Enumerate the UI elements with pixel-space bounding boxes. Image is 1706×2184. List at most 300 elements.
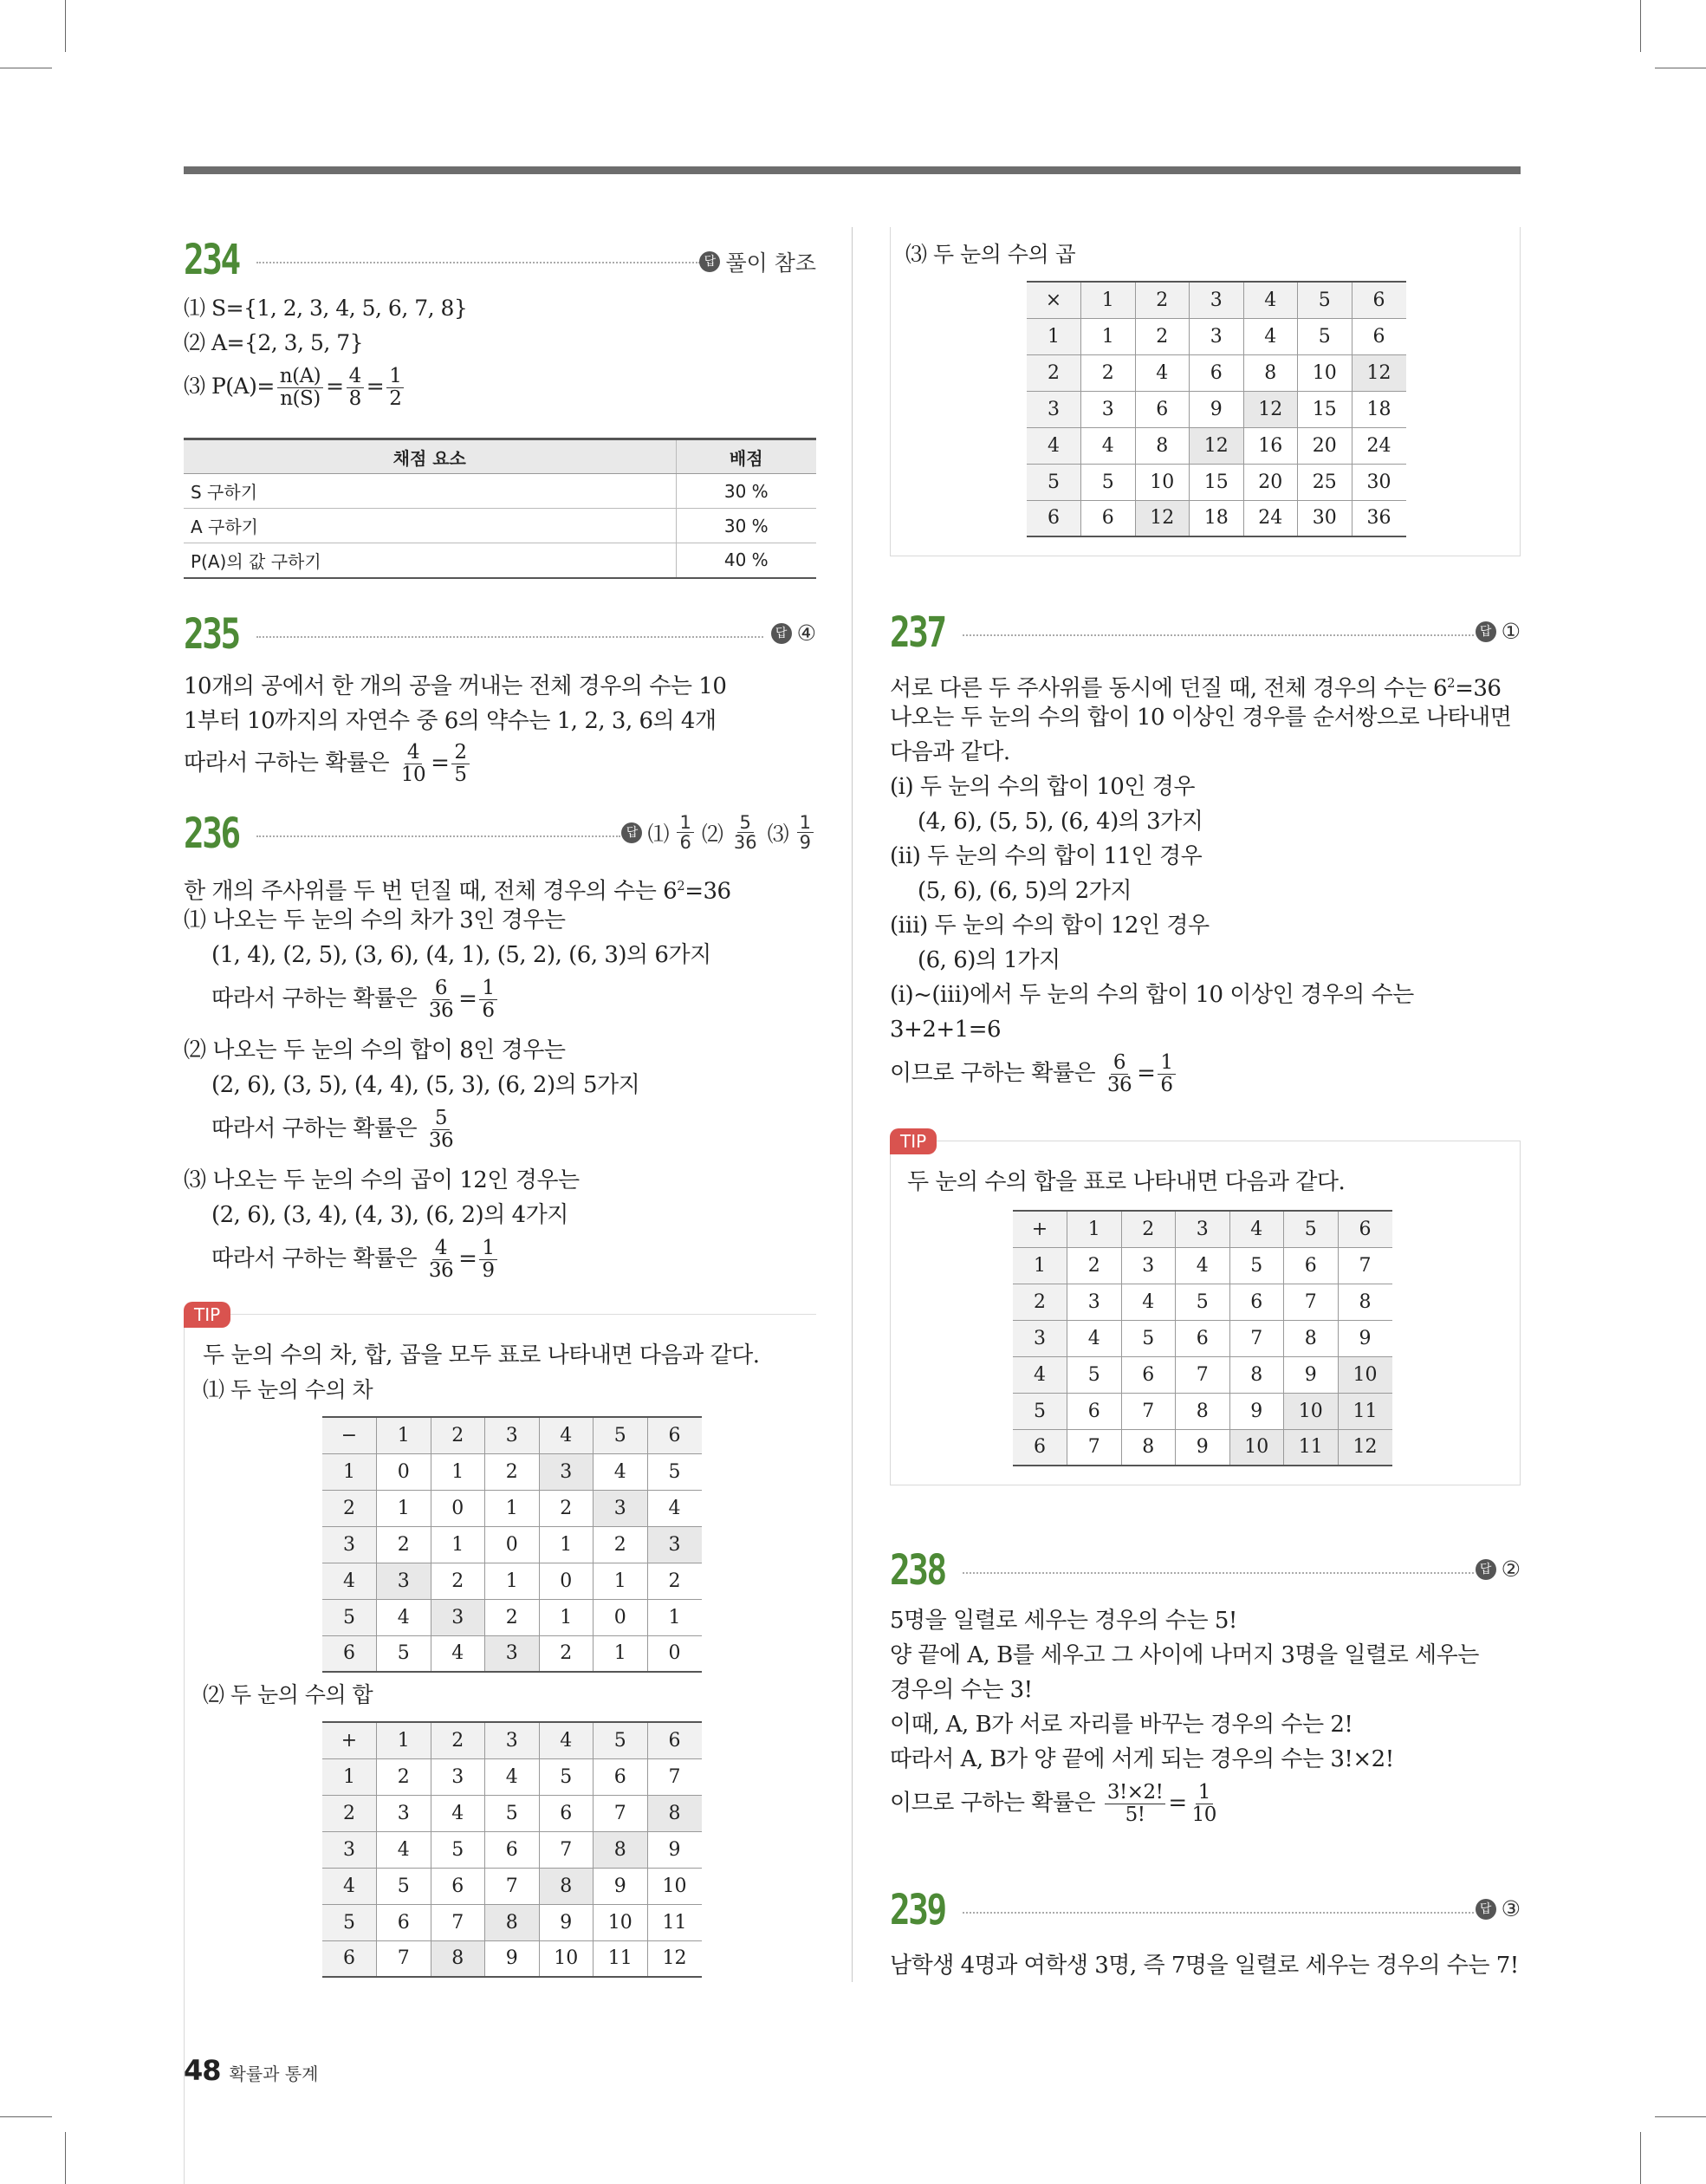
table-cell: 2 (1135, 318, 1190, 354)
table-cell: 9 (539, 1904, 594, 1940)
dotted-leader (963, 634, 1474, 636)
table-cell: 7 (1284, 1284, 1339, 1320)
sum-table (1013, 1210, 1392, 1466)
table-cell: 8 (1229, 1356, 1284, 1393)
solution-line: 따라서 구하는 확률은 $\frac{5}{36}$ (211, 1107, 454, 1152)
solution-line: 이므로 구하는 확률은 $\frac{6}{36}$ = $\frac{1}{6}$ (890, 1052, 1178, 1096)
table-cell: 1 (322, 1453, 377, 1490)
table-cell: 2 (431, 1722, 485, 1758)
problem-237-header (890, 608, 1521, 660)
table-cell: 3 (1121, 1247, 1176, 1284)
table-cell: 9 (1229, 1393, 1284, 1429)
solution-line: ⑶ P(A)= $\frac{n(A)}{n(S)}$ = $\frac{4}{8}$ = $\frac{1}{2}$ (184, 366, 406, 410)
table-cell: 3 (322, 1831, 377, 1868)
table-cell: 10 (1338, 1356, 1392, 1393)
table-row (1027, 282, 1406, 318)
table-cell: 2 (377, 1526, 431, 1563)
table-cell: 11 (647, 1904, 702, 1940)
table-cell: 5 (1284, 1211, 1339, 1247)
table-cell: 6 (377, 1904, 431, 1940)
table-cell: 7 (1338, 1247, 1392, 1284)
table-cell: 3 (1176, 1211, 1230, 1247)
table-cell: 4 (1013, 1356, 1067, 1393)
table-row (1013, 1429, 1392, 1466)
solution-line: (ⅰ)~(ⅲ)에서 두 눈의 수의 합이 10 이상인 경우의 수는 (890, 982, 1414, 1008)
problem-238-header (890, 1546, 1521, 1598)
table-cell: 1 (1067, 1211, 1122, 1247)
solution-line: (1, 4), (2, 5), (3, 6), (4, 1), (5, 2), (6, 3)의 6가지 (211, 942, 711, 968)
table-cell: 3 (431, 1758, 485, 1795)
table-cell: 4 (1176, 1247, 1230, 1284)
table-cell: 9 (1338, 1320, 1392, 1356)
dotted-leader (963, 1572, 1474, 1574)
answer-label: 답 ③ (1476, 1896, 1521, 1921)
table-cell: 2 (485, 1453, 540, 1490)
problem-number: 239 (890, 1886, 945, 1934)
table-cell: 3 (377, 1795, 431, 1831)
tip-subtitle: ⑵ 두 눈의 수의 합 (203, 1682, 373, 1707)
table-cell: 6 (647, 1722, 702, 1758)
solution-line: (2, 6), (3, 4), (4, 3), (6, 2)의 4가지 (211, 1202, 568, 1228)
difference-table (322, 1416, 702, 1673)
table-row (1013, 1393, 1392, 1429)
table-cell: 6 (647, 1417, 702, 1453)
table-cell: 4 (377, 1831, 431, 1868)
answer-label: 답 ② (1476, 1557, 1521, 1582)
table-cell: 0 (594, 1599, 648, 1635)
table-cell: 7 (594, 1795, 648, 1831)
table-row (322, 1453, 702, 1490)
table-cell: 2 (1013, 1284, 1067, 1320)
table-row (1027, 354, 1406, 391)
solution-line: (2, 6), (3, 5), (4, 4), (5, 3), (6, 2)의 5가지 (211, 1072, 640, 1098)
table-cell: 5 (1298, 282, 1352, 318)
table-cell: 3 (377, 1563, 431, 1599)
table-cell: 5 (322, 1599, 377, 1635)
table-row (322, 1868, 702, 1904)
table-cell: 2 (594, 1526, 648, 1563)
table-row: A 구하기 30 % (184, 509, 816, 543)
table-cell: 6 (1013, 1429, 1067, 1466)
table-cell: 30 (1352, 464, 1406, 500)
table-row (322, 1417, 702, 1453)
solution-line: 경우의 수는 3! (890, 1677, 1033, 1703)
table-row (1027, 500, 1406, 536)
solution-line: 남학생 4명과 여학생 3명, 즉 7명을 일렬로 세우는 경우의 수는 7! (890, 1953, 1519, 1979)
solution-line: 따라서 A, B가 양 끝에 서게 되는 경우의 수는 3!×2! (890, 1746, 1394, 1772)
table-cell: 2 (539, 1490, 594, 1526)
scoring-table (184, 438, 816, 579)
problem-234-header (184, 236, 816, 288)
table-row (322, 1795, 702, 1831)
table-cell: 10 (1298, 354, 1352, 391)
table-cell: 0 (485, 1526, 540, 1563)
solution-line: 이때, A, B가 서로 자리를 바꾸는 경우의 수는 2! (890, 1712, 1353, 1738)
table-row (322, 1490, 702, 1526)
table-cell: 30 (1298, 500, 1352, 536)
table-cell: 20 (1298, 427, 1352, 464)
table-cell: 1 (1013, 1247, 1067, 1284)
tip-tag: TIP (890, 1128, 937, 1154)
table-cell: 9 (594, 1868, 648, 1904)
table-cell: 7 (377, 1940, 431, 1977)
table-cell: 12 (647, 1940, 702, 1977)
table-cell: 2 (431, 1417, 485, 1453)
table-cell: 12 (1352, 354, 1406, 391)
table-row: S 구하기 30 % (184, 474, 816, 509)
table-cell: 3 (1067, 1284, 1122, 1320)
crop-mark (65, 0, 66, 52)
table-cell: 6 (1338, 1211, 1392, 1247)
table-cell: 6 (322, 1635, 377, 1672)
table-cell: 12 (1190, 427, 1244, 464)
solution-line: 3+2+1=6 (890, 1017, 1002, 1043)
solution-line: ⑵ A={2, 3, 5, 7} (184, 330, 364, 355)
table-row (322, 1831, 702, 1868)
table-cell: 8 (1135, 427, 1190, 464)
table-cell: 6 (594, 1758, 648, 1795)
table-cell: 10 (1229, 1429, 1284, 1466)
table-row (322, 1635, 702, 1672)
table-cell: 2 (539, 1635, 594, 1672)
table-cell: 25 (1298, 464, 1352, 500)
table-cell: 1 (1081, 282, 1136, 318)
table-cell: 7 (1067, 1429, 1122, 1466)
page-number: 48 (184, 2054, 221, 2087)
table-cell: 15 (1190, 464, 1244, 500)
table-cell: 8 (1284, 1320, 1339, 1356)
table-cell: 4 (539, 1417, 594, 1453)
table-cell: + (322, 1722, 377, 1758)
table-cell: 7 (539, 1831, 594, 1868)
table-cell: 1 (1081, 318, 1136, 354)
tip-text: 두 눈의 수의 합을 표로 나타내면 다음과 같다. (907, 1169, 1346, 1195)
table-cell: 6 (1081, 500, 1136, 536)
table-cell: 7 (485, 1868, 540, 1904)
table-cell: 3 (1027, 391, 1081, 427)
solution-line: 이므로 구하는 확률은 $\frac{3!\times 2!}{5!}$ = $\frac{1}{10}$ (890, 1781, 1216, 1826)
table-cell: 6 (431, 1868, 485, 1904)
table-row (1013, 1211, 1392, 1247)
solution-line: 10개의 공에서 한 개의 공을 꺼내는 전체 경우의 수는 10 (184, 673, 727, 699)
table-cell: 7 (1176, 1356, 1230, 1393)
table-cell: 5 (1229, 1247, 1284, 1284)
problem-number: 234 (184, 236, 239, 284)
answer-badge-icon: 답 (1476, 621, 1496, 642)
table-row (1027, 318, 1406, 354)
solution-line: 1부터 10까지의 자연수 중 6의 약수는 1, 2, 3, 6의 4개 (184, 708, 717, 734)
table-row (1013, 1284, 1392, 1320)
table-cell: 6 (1121, 1356, 1176, 1393)
problem-236-header (184, 809, 816, 861)
table-cell: 6 (1135, 391, 1190, 427)
table-cell: 9 (1190, 391, 1244, 427)
table-cell: 5 (485, 1795, 540, 1831)
dotted-leader (256, 636, 763, 638)
table-cell: 5 (1013, 1393, 1067, 1429)
table-cell: 5 (539, 1758, 594, 1795)
table-cell: 1 (377, 1490, 431, 1526)
table-cell: 1 (539, 1526, 594, 1563)
page-footer (184, 2054, 319, 2087)
table-cell: 2 (1027, 354, 1081, 391)
table-cell: 18 (1352, 391, 1406, 427)
table-cell: 3 (485, 1722, 540, 1758)
table-cell: 3 (431, 1599, 485, 1635)
table-cell: 5 (1081, 464, 1136, 500)
table-cell: 3 (1013, 1320, 1067, 1356)
table-cell: 4 (539, 1722, 594, 1758)
table-row: 채점 요소 배점 (184, 439, 816, 474)
table-cell: 11 (594, 1940, 648, 1977)
table-row (322, 1599, 702, 1635)
table-cell: 3 (539, 1453, 594, 1490)
table-cell: 6 (1352, 282, 1406, 318)
table-cell: 10 (594, 1904, 648, 1940)
table-cell: 6 (1067, 1393, 1122, 1429)
table-cell: 5 (377, 1635, 431, 1672)
table-cell: 18 (1190, 500, 1244, 536)
table-cell: 4 (322, 1868, 377, 1904)
answer-badge-icon: 답 (1476, 1899, 1496, 1920)
header-rule (184, 166, 1521, 174)
table-cell: 5 (594, 1417, 648, 1453)
table-cell: 4 (431, 1795, 485, 1831)
table-cell: 24 (1243, 500, 1298, 536)
table-row (322, 1758, 702, 1795)
table-cell: 5 (1176, 1284, 1230, 1320)
table-cell: 12 (1135, 500, 1190, 536)
table-cell: 6 (485, 1831, 540, 1868)
table-cell: 7 (647, 1758, 702, 1795)
table-cell: 7 (1121, 1393, 1176, 1429)
table-cell: 1 (377, 1722, 431, 1758)
table-cell: 4 (1067, 1320, 1122, 1356)
table-cell: − (322, 1417, 377, 1453)
table-cell: 1 (377, 1417, 431, 1453)
table-cell: 8 (1338, 1284, 1392, 1320)
table-cell: 5 (1121, 1320, 1176, 1356)
table-cell: 8 (431, 1940, 485, 1977)
table-cell: 11 (1284, 1429, 1339, 1466)
table-cell: 36 (1352, 500, 1406, 536)
table-row (1013, 1320, 1392, 1356)
problem-239-header (890, 1886, 1521, 1938)
page-title: 확률과 통계 (229, 2064, 319, 2084)
answer-badge-icon: 답 (699, 251, 720, 272)
solution-line: (ⅰ) 두 눈의 수의 합이 10인 경우 (890, 774, 1195, 800)
tip-subtitle: ⑴ 두 눈의 수의 차 (203, 1377, 373, 1402)
solution-line: (ⅲ) 두 눈의 수의 합이 12인 경우 (890, 913, 1210, 939)
table-cell: 9 (1284, 1356, 1339, 1393)
table-cell: 2 (1121, 1211, 1176, 1247)
table-cell: 24 (1352, 427, 1406, 464)
table-cell: 8 (1243, 354, 1298, 391)
table-cell: 6 (1190, 354, 1244, 391)
table-cell: 2 (1135, 282, 1190, 318)
dotted-leader (256, 262, 700, 263)
table-cell: 5 (1298, 318, 1352, 354)
solution-line: (5, 6), (6, 5)의 2가지 (918, 878, 1132, 904)
table-cell: 10 (539, 1940, 594, 1977)
crop-mark (65, 2132, 66, 2184)
table-cell: 15 (1298, 391, 1352, 427)
table-cell: 2 (485, 1599, 540, 1635)
table-row (1027, 427, 1406, 464)
table-cell: 3 (485, 1417, 540, 1453)
table-cell: 3 (1081, 391, 1136, 427)
table-cell: 2 (377, 1758, 431, 1795)
table-row (322, 1904, 702, 1940)
table-cell: 3 (647, 1526, 702, 1563)
table-cell: 6 (1176, 1320, 1230, 1356)
crop-mark (1640, 2132, 1641, 2184)
problem-number: 236 (184, 809, 239, 858)
table-cell: 1 (594, 1563, 648, 1599)
tip-text: 두 눈의 수의 차, 합, 곱을 모두 표로 나타내면 다음과 같다. (203, 1342, 760, 1368)
table-cell: 6 (1352, 318, 1406, 354)
table-cell: 4 (1081, 427, 1136, 464)
tip-tag: TIP (184, 1302, 230, 1328)
table-cell: 6 (539, 1795, 594, 1831)
table-cell: 5 (1027, 464, 1081, 500)
table-cell: 8 (539, 1868, 594, 1904)
table-cell: 3 (485, 1635, 540, 1672)
answer-label: 답 ⑴ $\frac{1}{6}$ ⑵ $\frac{5}{36}$ ⑶ $\frac{1}{9}$ (621, 813, 816, 852)
table-row: P(A)의 값 구하기 40 % (184, 543, 816, 578)
table-row (1013, 1356, 1392, 1393)
solution-line: 다음과 같다. (890, 739, 1010, 765)
solution-line: 따라서 구하는 확률은 $\frac{6}{36}$ = $\frac{1}{6}$ (211, 978, 500, 1022)
table-cell: 6 (1027, 500, 1081, 536)
table-cell: 4 (322, 1563, 377, 1599)
table-cell: 0 (431, 1490, 485, 1526)
solution-line: 양 끝에 A, B를 세우고 그 사이에 나머지 3명을 일렬로 세우는 (890, 1642, 1479, 1668)
table-cell: 2 (647, 1563, 702, 1599)
solution-line: ⑴ 나오는 두 눈의 수의 차가 3인 경우는 (184, 907, 566, 933)
table-cell: 8 (1176, 1393, 1230, 1429)
table-cell: 2 (1067, 1247, 1122, 1284)
table-cell: 8 (485, 1904, 540, 1940)
crop-mark (1655, 2116, 1706, 2117)
table-cell: 2 (1081, 354, 1136, 391)
table-cell: 1 (1027, 318, 1081, 354)
table-cell: 3 (1190, 318, 1244, 354)
table-cell: 0 (539, 1563, 594, 1599)
table-cell: 9 (485, 1940, 540, 1977)
table-cell: 1 (539, 1599, 594, 1635)
table-cell: 8 (594, 1831, 648, 1868)
solution-line: 따라서 구하는 확률은 $\frac{4}{10}$ = $\frac{2}{5}$ (184, 742, 472, 786)
table-cell: × (1027, 282, 1081, 318)
table-cell: 4 (377, 1599, 431, 1635)
table-cell: 4 (1121, 1284, 1176, 1320)
table-cell: 6 (322, 1940, 377, 1977)
table-cell: 12 (1243, 391, 1298, 427)
table-cell: 8 (1121, 1429, 1176, 1466)
problem-number: 237 (890, 608, 945, 657)
table-cell: 4 (647, 1490, 702, 1526)
table-cell: 20 (1243, 464, 1298, 500)
solution-line: ⑵ 나오는 두 눈의 수의 합이 8인 경우는 (184, 1037, 566, 1063)
table-row (322, 1526, 702, 1563)
table-cell: 6 (1284, 1247, 1339, 1284)
solution-line: (6, 6)의 1가지 (918, 947, 1061, 973)
table-cell: 1 (485, 1563, 540, 1599)
solution-line: ⑶ 나오는 두 눈의 수의 곱이 12인 경우는 (184, 1167, 580, 1193)
crop-mark (0, 2116, 52, 2117)
table-cell: 7 (431, 1904, 485, 1940)
tip-subtitle: ⑶ 두 눈의 수의 곱 (905, 242, 1076, 267)
solution-line: 5명을 일렬로 세우는 경우의 수는 5! (890, 1608, 1237, 1634)
table-cell: 8 (647, 1795, 702, 1831)
table-cell: 1 (485, 1490, 540, 1526)
solution-line: ⑴ S={1, 2, 3, 4, 5, 6, 7, 8} (184, 296, 468, 321)
table-cell: 2 (322, 1795, 377, 1831)
table-cell: 4 (431, 1635, 485, 1672)
table-cell: 10 (1284, 1393, 1339, 1429)
table-cell: 4 (1135, 354, 1190, 391)
problem-number: 238 (890, 1546, 945, 1595)
solution-line: 나오는 두 눈의 수의 합이 10 이상인 경우를 순서쌍으로 나타내면 (890, 705, 1512, 731)
table-cell: 3 (322, 1526, 377, 1563)
table-cell: 5 (377, 1868, 431, 1904)
solution-line: 서로 다른 두 주사위를 동시에 던질 때, 전체 경우의 수는 $6^2=36$ (890, 675, 1502, 702)
table-cell: 0 (377, 1453, 431, 1490)
table-cell: 4 (1243, 318, 1298, 354)
table-cell: 7 (1229, 1320, 1284, 1356)
table-cell: 5 (1067, 1356, 1122, 1393)
table-cell: 6 (1229, 1284, 1284, 1320)
table-cell: 0 (647, 1635, 702, 1672)
table-cell: 5 (431, 1831, 485, 1868)
answer-badge-icon: 답 (621, 822, 642, 843)
solution-line: (ⅱ) 두 눈의 수의 합이 11인 경우 (890, 843, 1203, 869)
table-cell: 10 (1135, 464, 1190, 500)
table-cell: 1 (594, 1635, 648, 1672)
table-cell: 16 (1243, 427, 1298, 464)
table-cell: 1 (322, 1758, 377, 1795)
table-row (322, 1722, 702, 1758)
dotted-leader (963, 1912, 1474, 1914)
product-table (1027, 281, 1406, 537)
table-cell: 9 (1176, 1429, 1230, 1466)
solution-line: 따라서 구하는 확률은 $\frac{4}{36}$ = $\frac{1}{9}$ (211, 1238, 500, 1282)
dotted-leader (256, 835, 620, 837)
table-cell: 2 (322, 1490, 377, 1526)
answer-badge-icon: 답 (1476, 1559, 1496, 1580)
answer-label: 답 ① (1476, 619, 1521, 644)
answer-label: 답 ④ (771, 621, 816, 646)
table-row (322, 1563, 702, 1599)
solution-line: (4, 6), (5, 5), (6, 4)의 3가지 (918, 809, 1203, 835)
solution-line: 한 개의 주사위를 두 번 던질 때, 전체 경우의 수는 $6^2=36$ (184, 878, 731, 905)
table-cell: 4 (1243, 282, 1298, 318)
crop-mark (1640, 0, 1641, 52)
table-cell: 12 (1338, 1429, 1392, 1466)
table-cell: 4 (594, 1453, 648, 1490)
table-cell: + (1013, 1211, 1067, 1247)
table-cell: 1 (647, 1599, 702, 1635)
problem-235-header (184, 610, 816, 662)
table-cell: 11 (1338, 1393, 1392, 1429)
table-cell: 4 (1229, 1211, 1284, 1247)
table-cell: 10 (647, 1868, 702, 1904)
answer-label: 답 풀이 참조 (699, 246, 816, 277)
table-cell: 1 (431, 1453, 485, 1490)
table-cell: 2 (431, 1563, 485, 1599)
table-cell: 5 (594, 1722, 648, 1758)
